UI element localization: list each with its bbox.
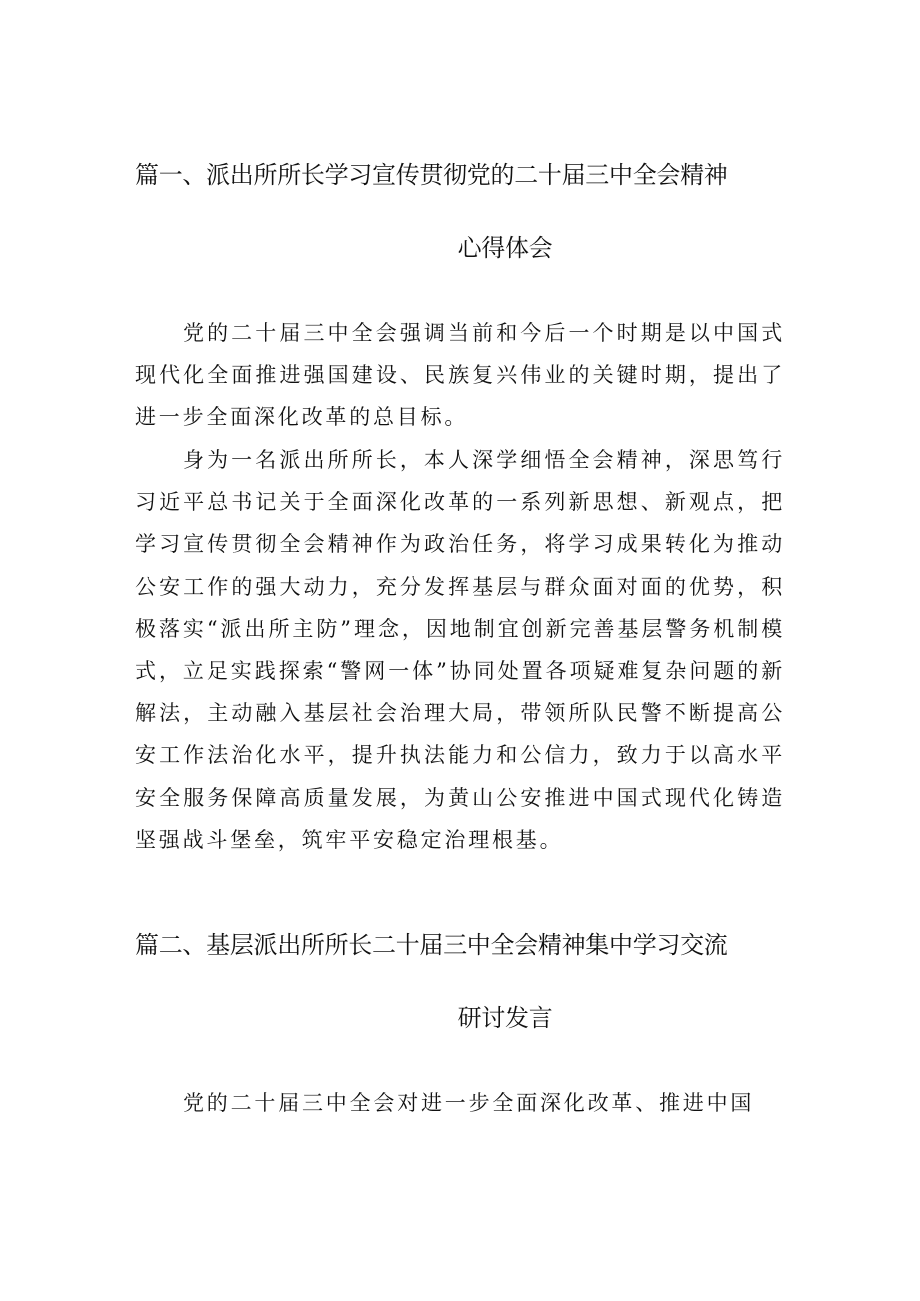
section2-title-line2: 研讨发言 [457, 1004, 553, 1032]
section1-paragraph-1: 党的二十届三中全会强调当前和今后一个时期是以中国式现代化全面推进强国建设、民族复兴伟业的关键时期，提出了进一步全面深化改革的总目标。 [135, 321, 785, 430]
section1-title-line2: 心得体会 [457, 234, 553, 262]
section2-title [135, 930, 785, 1033]
section2-paragraph-1: 党的二十届三中全会对进一步全面深化改革、推进中国 [183, 1091, 755, 1115]
section1-title-line1: 篇一、派出所所长学习宣传贯彻党的二十届三中全会精神 [135, 161, 728, 189]
section1-paragraph-2: 身为一名派出所所长，本人深学细悟全会精神，深思笃行习近平总书记关于全面深化改革的一系列新思想、新观点，把学习宣传贯彻全会精神作为政治任务，将学习成果转化为推动公安工作的强大动力，充分发挥基层与群众面对面的优势，积极落实“派出所主防”理念，因地制宜创新完善基层警务机制模式，立足实践探索“警网一体”协同处置各项疑难复杂问题的新解法，主动融入基层社会治理大局，带领所队民警不断提高公安工作法治化水平，提升执法能力和公信力，致力于以高水平安全服务保障高质量发展，为黄山公安推进中国式现代化铸造坚强战斗堡垒，筑牢平安稳定治理根基。 [135, 448, 785, 852]
section2-title-line1: 篇二、基层派出所所长二十届三中全会精神集中学习交流 [135, 931, 728, 959]
section1-title [135, 160, 785, 263]
